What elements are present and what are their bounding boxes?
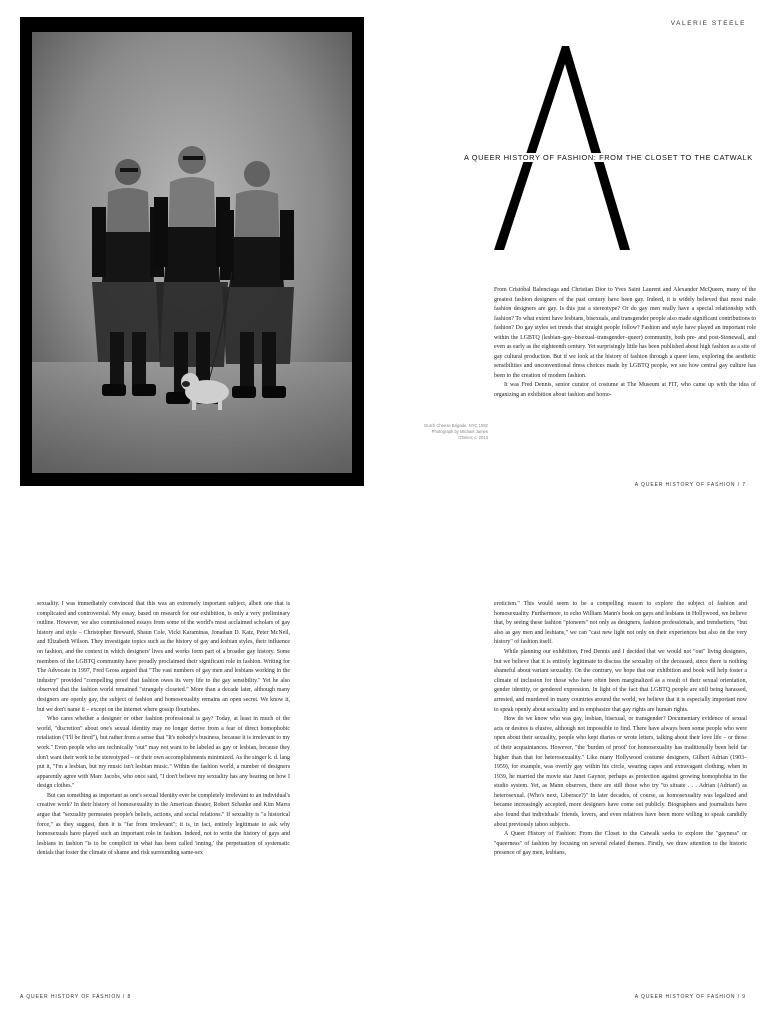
page-folio-right: A QUEER HISTORY OF FASHION / 9	[634, 994, 746, 1000]
text-column-left	[37, 600, 290, 859]
paragraph: From Cristóbal Balenciaga and Christian Dior to Yves Saint Laurent and Alexander McQueen, many of the greatest fashion designers of the past century have been gay. Indeed, it is widely believed that most male fashion designers are gay. Is this just a stereotype? Or do gay men really have a special relationship with fashion? To what extent have lesbians, bisexuals, and transgender people also made significant contributions to fashion? Do gay styles set trends that straight people follow? Fashion and style have played an important role within the LGBTQ (lesbian–gay–bisexual–transgender–queer) community, both pre- and post-Stonewall, and even as early as the eighteenth century. Yet surprisingly little has been published about high fashion as a site of gay cultural production. But if we look at the history of fashion through a queer lens, exploring the aesthetic sensibilities and unconventional dress choices made by LGBTQ people, we see how central gay culture has been to the creation of modern fashion.	[494, 287, 756, 379]
caption-line: O'Brien, c. 2013	[458, 435, 488, 440]
paragraph: It was Fred Dennis, senior curator of costume at The Museum at FIT, who came up with the idea of organizing an exhibition about fashion and homo-	[494, 382, 756, 398]
caption-line: Photograph by Michael James	[431, 429, 488, 434]
paragraph: eroticism." This would seem to be a compelling reason to explore the subject of fashion and homosexuality. Furthermore, to echo William Mann's book on gays and lesbians in Hollywood, we believe that, by seeing these fashion "pioneers" not only as designers, fashion professionals, and trendsetters, "but also as gay men and lesbians," we can "cast new light not only on their experiences but also on the very history" of fashion itself.	[494, 601, 747, 646]
caption-line: Dutch Cheese Brigade, NYC 1982	[424, 423, 488, 428]
photo-frame	[20, 17, 364, 486]
page-folio: A QUEER HISTORY OF FASHION / 7	[634, 482, 746, 488]
paragraph: A Queer History of Fashion: From the Closet to the Catwalk seeks to explore the "gayness" or "queerness" of fashion by focusing on several related themes. Firstly, we draw attention to the historic presence of gay men, lesbians,	[494, 831, 747, 857]
photograph-illustration	[32, 32, 352, 473]
paragraph: While planning our exhibition, Fred Dennis and I decided that we would not "out" living designers, but we believe that it is entirely legitimate to discuss the sexuality of the deceased, since there is nothing shameful about variant sexuality. On the contrary, we hope that our exhibition and book will help foster a climate of inclusion for those who have often been marginalized as a result of their sexual orientation, gender identity, or gendered expression. In light of the fact that LGBTQ people are still being harassed, arrested, and murdered in many countries around the world, we believe that it is especially important now to speak openly about sexuality and to emphasize that gay rights are human rights.	[494, 648, 747, 713]
paragraph: How do we know who was gay, lesbian, bisexual, or transgender? Documentary evidence of sexual acts or desires is elusive, although not impossible to find. There have always been some people who were open about their sexuality, people who kept diaries or wrote letters, talking about their love life – or those of their acquaintances. However, "the 'burden of proof' for homosexuality has traditionally been held far higher than that for heterosexuality." Like many Hollywood costume designers, Gilbert Adrian (1903–1959), for example, was overtly gay within his circle, wearing capes and extravagant clothing, when in 1939, he married the movie star Janet Gaynor, perhaps as protection against growing homophobia in the studio system. Yet, as Mann observes, there are still those who try "to situate . . . Adrian (Adrian!) as heterosexual. (Who's next, Liberace?)" In later decades, of course, as homosexuality was legalized and became increasingly accepted, more designers have come out publicly. Biographers and journalists have also found that individuals' friends, lovers, and even relatives have been more willing to speak candidly about previously taboo subjects.	[494, 716, 747, 828]
paragraph: But can something as important as one's sexual identity ever be completely irrelevant to an individual's creative work? In their history of homosexuality in the American theater, Robert Schanke and Kim Marra argue that "sexuality permeates people's beliefs, actions, and social relations." If sexuality is "a historical force," as they suggest, then it is "far from irrelevant"; it is, in fact, entirely legitimate to ask why homosexuals have played such an important role in fashion. Indeed, not to write the history of gays and lesbians in fashion "is to be complicit in what has been called 'inning,' the perpetuation of systematic denials that foster the climate of shame and risk surrounding same-sex	[37, 792, 290, 857]
intro-text	[494, 286, 756, 400]
photo-caption	[396, 423, 488, 441]
text-column-right	[494, 600, 747, 859]
paragraph: sexuality. I was immediately convinced that this was an extremely important subject, albeit one that is complicated and controversial. My essay, based on research for our exhibition, is only a very preliminary outline. However, we also commissioned essays from some of the world's most acclaimed scholars of gay history and style – Christopher Breward, Shaun Cole, Vicki Karaminas, Jonathan D. Katz, Peter McNeil, and Elizabeth Wilson. They investigate topics such as the history of gay and lesbian styles, their influence on fashion, and the context in which designers' lives and works form part of a broader gay history. Some members of the LGBTQ community have proudly proclaimed their significant role in fashion. Writing for The Advocate in 1997, Fred Gross argued that "The vast numbers of gay men and lesbians working in the industry" provided "compelling proof that fashion owes its very life to the gay sensibility." Yet he also observed that the fashion world remained "strangely closeted." More than a decade later, although many designers are openly gay, the subject of fashion and homosexuality remains an open secret. We know it, but we don't name it – except on the internet where gossip flourishes.	[37, 601, 290, 713]
drop-letter-a	[494, 46, 630, 250]
drop-letter-text	[0, 0, 1, 1]
author-name: VALERIE STEELE	[670, 20, 746, 27]
fashion-photograph	[32, 32, 352, 473]
page-folio-left: A QUEER HISTORY OF FASHION / 8	[20, 994, 132, 1000]
bottom-page	[0, 512, 768, 1024]
paragraph: Who cares whether a designer or other fashion professional is gay? Today, at least in much of the world, "discretion" about one's sexual identity may no longer derive from a fear of direct homophobic retaliation ("I'll be fired"), but rather from a sense that "It's nobody's business, because it is irrelevant to my work." Even people who are technically "out" may not want to be labeled as gay or lesbian, because they don't want their work to be stereotyped – or their own accomplishments minimized. As the singer k. d. lang put it, "I'm a lesbian, but my music isn't lesbian music." Within the fashion world, a number of designers apparently agree with Marc Jacobs, who once said, "I don't believe my sexuality has any bearing on how I design clothes."	[37, 716, 290, 790]
article-title: A QUEER HISTORY OF FASHION: FROM THE CLOSET TO THE CATWALK	[461, 153, 756, 162]
